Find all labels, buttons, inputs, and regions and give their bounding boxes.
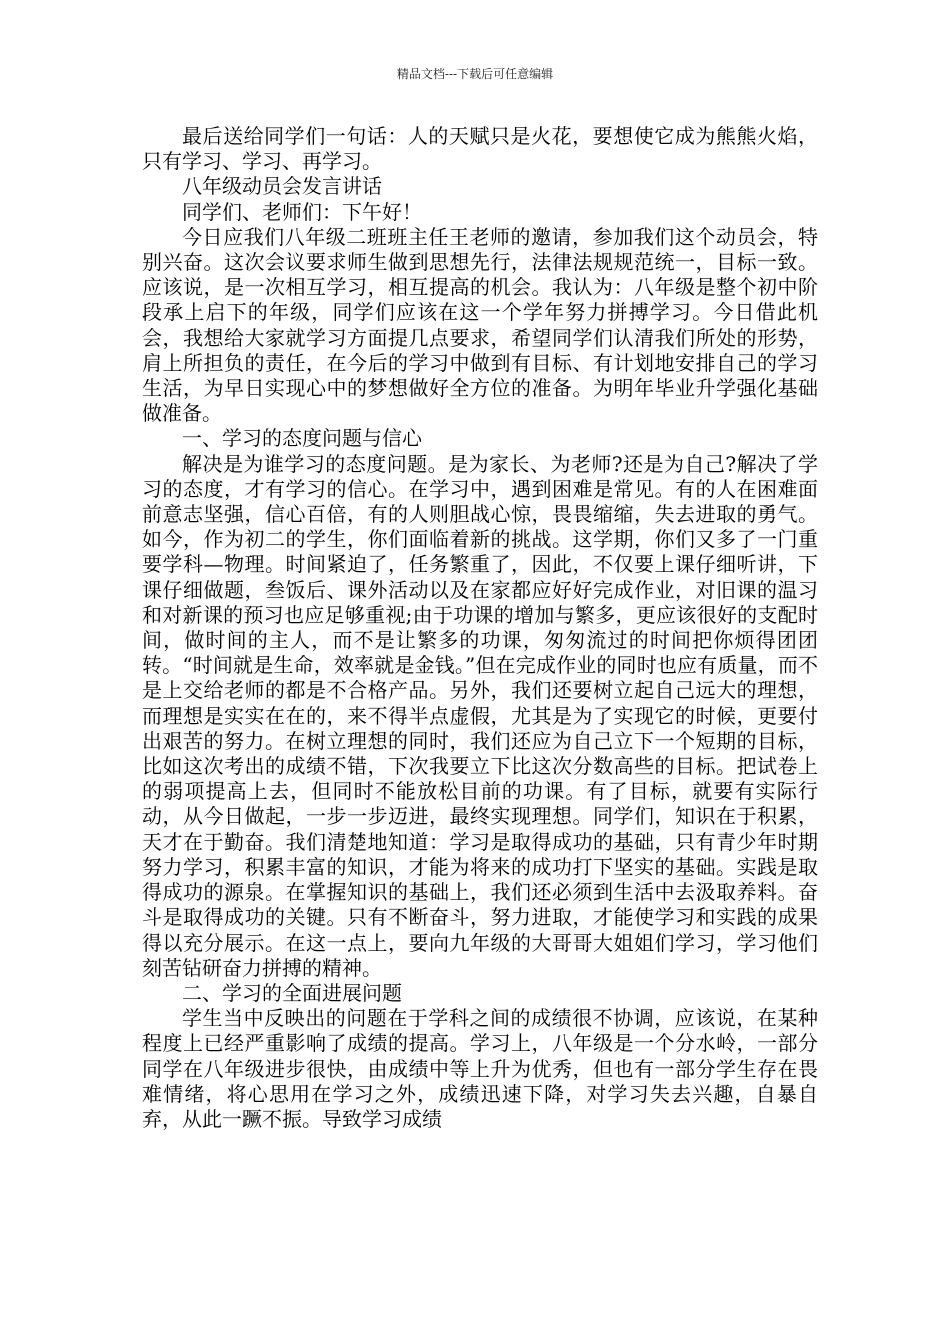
- page-header: 精品文档---下载后可任意编辑: [396, 67, 554, 81]
- section-heading-2: 二、学习的全面进展问题: [182, 980, 402, 1005]
- intro-paragraph: 今日应我们八年级二班班主任王老师的邀请，参加我们这个动员会，特别兴奋。这次会议要求师生做到思想先行，法律法规规范统一，目标一致。应该说，是一次相互学习，相互提高的机会。我认为：八年级是整个初中阶段承上启下的年级，同学们应该在这一个学年努力拼搏学习。今日借此机会，我想给大家就学习方面提几点要求，希望同学们认清我们所处的形势，肩上所担负的责任，在今后的学习中做到有目标、有计划地安排自己的学习生活，为早日实现心中的梦想做好全方位的准备。为明年毕业升学强化基础做准备。: [142, 224, 818, 426]
- closing-quote-paragraph: 最后送给同学们一句话：人的天赋只是火花，要想使它成为熊熊火焰，只有学习、学习、再学习。: [142, 124, 818, 174]
- greeting-paragraph: 同学们、老师们：下午好！: [182, 199, 422, 224]
- section-body-2: 学生当中反映出的问题在于学科之间的成绩很不协调，应该说，在某种程度上已经严重影响了成绩的提高。学习上，八年级是一个分水岭，一部分同学在八年级进步很快，由成绩中等上升为优秀，但也有一部分学生存在畏难情绪，将心思用在学习之外，成绩迅速下降，对学习失去兴趣，自暴自弃，从此一蹶不振。导致学习成绩: [142, 1006, 818, 1131]
- section-body-1: 解决是为谁学习的态度问题。是为家长、为老师?还是为自己?解决了学习的态度，才有学习的信心。在学习中，遇到困难是常见。有的人在困难面前意志坚强，信心百倍，有的人则胆战心惊，畏畏缩缩，失去进取的勇气。如今，作为初二的学生，你们面临着新的挑战。这学期，你们又多了一门重要学科—物理。时间紧迫了，任务繁重了，因此，不仅要上课仔细听讲，下课仔细做题，叁饭后、课外活动以及在家都应好好完成作业，对旧课的温习和对新课的预习也应足够重视;由于功课的增加与繁多，更应该很好的支配时间，做时间的主人，而不是让繁多的功课，匆匆流过的时间把你烦得团团转。“时间就是生命，效率就是金钱。”但在完成作业的同时也应有质量，而不是上交给老师的都是不合格产品。另外，我们还要树立起自己远大的理想，而理想是实实在在的，来不得半点虚假，尤其是为了实现它的时候，更要付出艰苦的努力。在树立理想的同时，我们还应为自己立下一个短期的目标，比如这次考出的成绩不错，下次我要立下比这次分数高些的目标。把试卷上的弱项提高上去，但同时不能放松目前的功课。有了目标，就要有实际行动，从今日做起，一步一步迈进，最终实现理想。同学们，知识在于积累，天才在于勤奋。我们清楚地知道：学习是取得成功的基础，只有青少年时期努力学习，积累丰富的知识，才能为将来的成功打下坚实的基础。实践是取得成功的源泉。在掌握知识的基础上，我们还必须到生活中去汲取养料。奋斗是取得成功的关键。只有不断奋斗，努力进取，才能使学习和实践的成果得以充分展示。在这一点上，要向九年级的大哥哥大姐姐们学习，学习他们刻苦钻研奋力拼搏的精神。: [142, 451, 818, 980]
- section-heading-1: 一、学习的态度问题与信心: [182, 426, 422, 451]
- document-body: [142, 124, 818, 1132]
- speech-title: 八年级动员会发言讲话: [182, 174, 382, 199]
